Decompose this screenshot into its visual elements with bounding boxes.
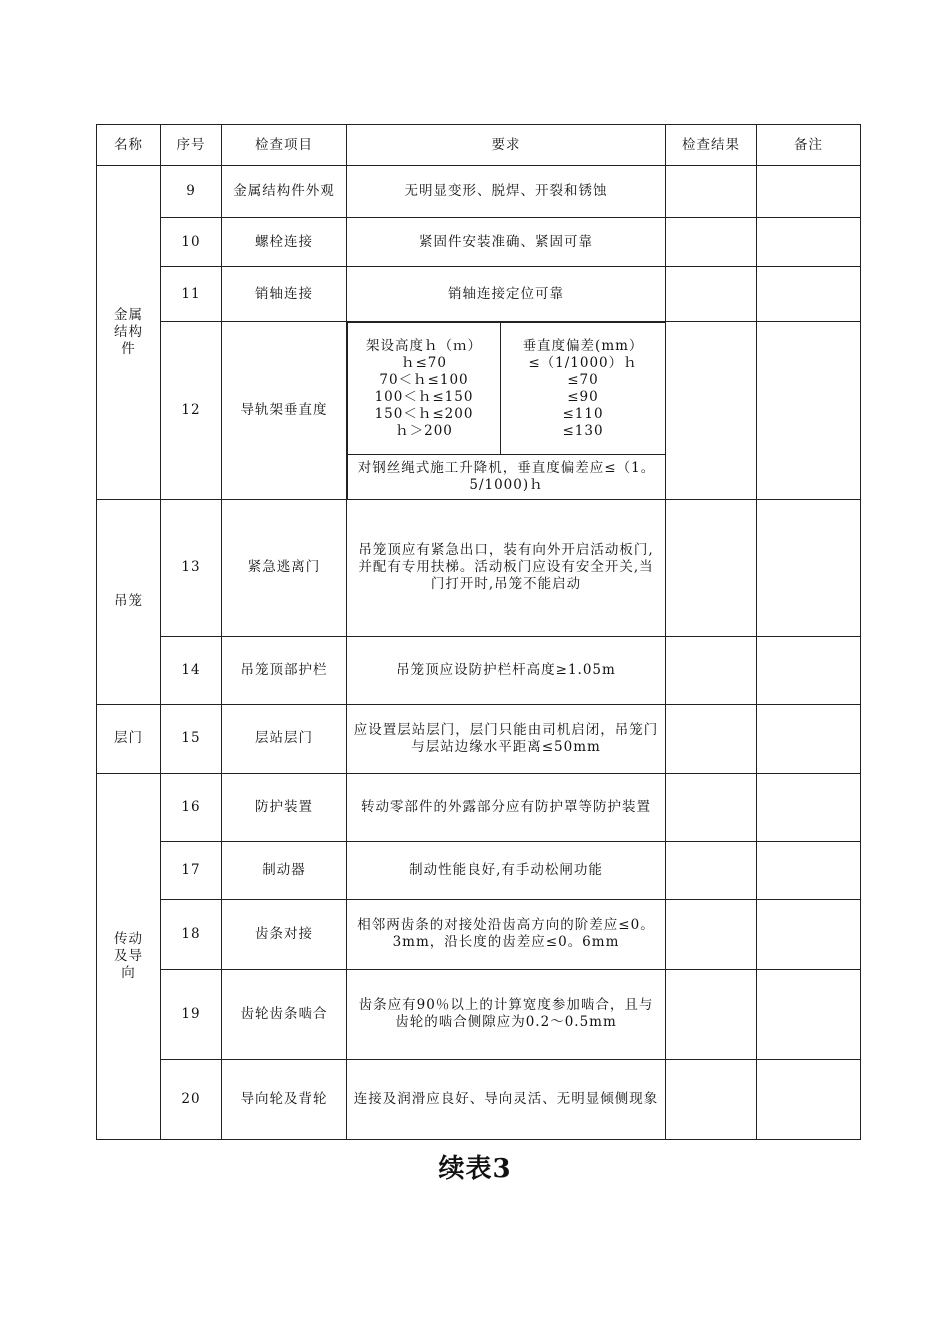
remark-cell[interactable] xyxy=(757,841,861,899)
table-row xyxy=(97,267,861,322)
row-requirement xyxy=(347,322,666,500)
verticality-table xyxy=(347,322,665,499)
table-row xyxy=(97,969,861,1059)
group-name-cage: 吊笼 xyxy=(97,499,161,704)
row-no: 17 xyxy=(161,841,222,899)
row-no: 18 xyxy=(161,899,222,969)
table-row xyxy=(97,636,861,704)
remark-cell[interactable] xyxy=(757,773,861,841)
row-no: 11 xyxy=(161,267,222,322)
row-no: 16 xyxy=(161,773,222,841)
result-cell[interactable] xyxy=(666,322,757,500)
remark-cell[interactable] xyxy=(757,636,861,704)
header-requirement: 要求 xyxy=(347,125,666,166)
table-row xyxy=(97,218,861,267)
row-no: 13 xyxy=(161,499,222,636)
row-item: 紧急逃离门 xyxy=(222,499,347,636)
remark-cell[interactable] xyxy=(757,218,861,267)
table-header-row xyxy=(97,125,861,166)
row-requirement: 制动性能良好,有手动松闸功能 xyxy=(347,841,666,899)
row-item: 吊笼顶部护栏 xyxy=(222,636,347,704)
header-remark: 备注 xyxy=(757,125,861,166)
row-requirement: 吊笼顶应设防护栏杆高度≥1.05m xyxy=(347,636,666,704)
verticality-note: 对钢丝绳式施工升降机，垂直度偏差应≤（1。5/1000)ｈ xyxy=(348,455,666,499)
row-item: 销轴连接 xyxy=(222,267,347,322)
table-row xyxy=(97,499,861,636)
result-cell[interactable] xyxy=(666,704,757,773)
row-no: 12 xyxy=(161,322,222,500)
row-no: 10 xyxy=(161,218,222,267)
remark-cell[interactable] xyxy=(757,704,861,773)
height-column: 架设高度ｈ（ｍ） ｈ≤70 70＜ｈ≤100 100＜ｈ≤150 150＜ｈ≤200 ｈ＞200 xyxy=(348,323,501,455)
group-name-metal-structure: 金属 结构 件 xyxy=(97,166,161,500)
table-row xyxy=(97,899,861,969)
result-cell[interactable] xyxy=(666,841,757,899)
table-row xyxy=(97,322,861,500)
result-cell[interactable] xyxy=(666,773,757,841)
row-requirement: 无明显变形、脱焊、开裂和锈蚀 xyxy=(347,166,666,218)
result-cell[interactable] xyxy=(666,267,757,322)
row-item: 防护装置 xyxy=(222,773,347,841)
row-item: 层站层门 xyxy=(222,704,347,773)
group-name-transmission: 传动 及导 向 xyxy=(97,773,161,1139)
row-no: 15 xyxy=(161,704,222,773)
group-name-landing-door: 层门 xyxy=(97,704,161,773)
table-row xyxy=(97,773,861,841)
table-row xyxy=(97,166,861,218)
remark-cell[interactable] xyxy=(757,499,861,636)
row-item: 齿轮齿条啮合 xyxy=(222,969,347,1059)
row-requirement: 销轴连接定位可靠 xyxy=(347,267,666,322)
row-item: 齿条对接 xyxy=(222,899,347,969)
header-name: 名称 xyxy=(97,125,161,166)
header-result: 检查结果 xyxy=(666,125,757,166)
row-requirement: 齿条应有90％以上的计算宽度参加啮合，且与齿轮的啮合侧隙应为0.2～0.5mm xyxy=(347,969,666,1059)
remark-cell[interactable] xyxy=(757,166,861,218)
table-row xyxy=(97,841,861,899)
table-row xyxy=(97,1059,861,1139)
result-cell[interactable] xyxy=(666,899,757,969)
remark-cell[interactable] xyxy=(757,1059,861,1139)
result-cell[interactable] xyxy=(666,1059,757,1139)
row-item: 金属结构件外观 xyxy=(222,166,347,218)
row-item: 螺栓连接 xyxy=(222,218,347,267)
deviation-column: 垂直度偏差(mm） ≤（1/1000）ｈ ≤70 ≤90 ≤110 ≤130 xyxy=(501,323,666,455)
row-item: 制动器 xyxy=(222,841,347,899)
row-no: 19 xyxy=(161,969,222,1059)
remark-cell[interactable] xyxy=(757,267,861,322)
row-no: 14 xyxy=(161,636,222,704)
remark-cell[interactable] xyxy=(757,899,861,969)
row-requirement: 转动零部件的外露部分应有防护罩等防护装置 xyxy=(347,773,666,841)
result-cell[interactable] xyxy=(666,969,757,1059)
row-no: 20 xyxy=(161,1059,222,1139)
row-requirement: 相邻两齿条的对接处沿齿高方向的阶差应≤0。3mm，沿长度的齿差应≤0。6mm xyxy=(347,899,666,969)
row-item: 导向轮及背轮 xyxy=(222,1059,347,1139)
row-requirement: 紧固件安装准确、紧固可靠 xyxy=(347,218,666,267)
table-row xyxy=(97,704,861,773)
row-no: 9 xyxy=(161,166,222,218)
row-item: 导轨架垂直度 xyxy=(222,322,347,500)
row-requirement: 连接及润滑应良好、导向灵活、无明显倾侧现象 xyxy=(347,1059,666,1139)
result-cell[interactable] xyxy=(666,499,757,636)
header-item: 检查项目 xyxy=(222,125,347,166)
header-no: 序号 xyxy=(161,125,222,166)
row-requirement: 应设置层站层门，层门只能由司机启闭，吊笼门与层站边缘水平距离≤50mm xyxy=(347,704,666,773)
row-requirement: 吊笼顶应有紧急出口，装有向外开启活动板门,并配有专用扶梯。活动板门应设有安全开关,当门打开时,吊笼不能启动 xyxy=(347,499,666,636)
continued-table-title: 续表3 xyxy=(438,1154,512,1184)
remark-cell[interactable] xyxy=(757,322,861,500)
result-cell[interactable] xyxy=(666,218,757,267)
inspection-table xyxy=(96,124,861,1140)
result-cell[interactable] xyxy=(666,636,757,704)
result-cell[interactable] xyxy=(666,166,757,218)
remark-cell[interactable] xyxy=(757,969,861,1059)
